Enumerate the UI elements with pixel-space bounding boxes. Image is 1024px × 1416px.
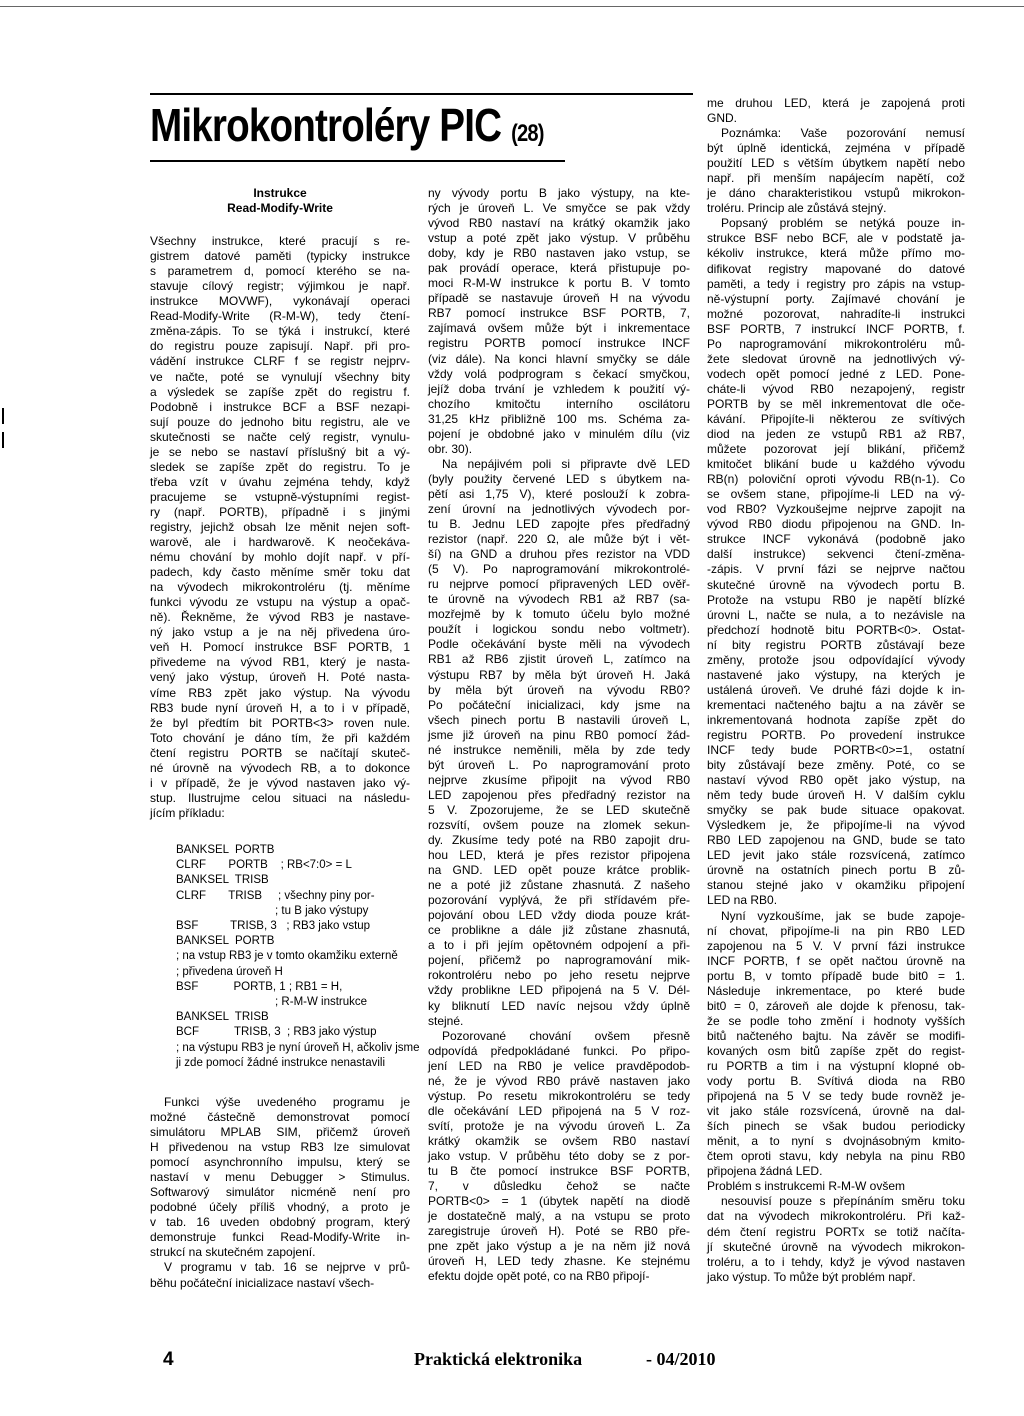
text-line: PORTB by se měl inkrementovat dle oče-: [707, 396, 965, 411]
text-line: Problém s instrukcemi R-M-W ovšem: [707, 1179, 906, 1194]
text-line: kávání. Připojíte-li některou ze svítivých: [707, 411, 965, 426]
text-line: ší) na GND a druhou přes rezistor na VDD: [428, 547, 690, 562]
section-heading: Instrukce: [253, 186, 307, 200]
text-line: připojená na 5 V se tedy bude rovněž je-: [707, 1089, 965, 1104]
text-line: LED zapojenou přes předřadný rezistor na: [428, 787, 690, 802]
text-line: by měla být úroveň na vývodu RB0?: [428, 682, 690, 697]
magazine-name: Praktická elektronika: [414, 1349, 583, 1369]
text-line: inkrementovaná hodnota zapíše zpět do: [707, 712, 965, 727]
text-line: LED jevit jako stále rozsvícená, zatímco: [707, 848, 965, 863]
text-line: bit0 = 0, zároveň ale dojde k přenosu, tak-: [707, 998, 965, 1013]
text-line: zaregistruje úroveň H). Poté se RB0 pře-: [428, 1224, 690, 1239]
text-line: stup. Ilustrujme celou situaci na následu-: [150, 790, 410, 805]
text-line: mozřejmě by k tomuto účelu bylo možné: [428, 607, 690, 622]
text-line: je se nebo se nastaví příslušný bit a vý-: [150, 444, 410, 459]
text-line: ní bity registru PORTB zůstávají beze: [707, 637, 965, 652]
text-line: instrukce MOVWF), vykonávají operaci: [150, 294, 410, 309]
text-line: Read-Modify-Write (R-M-W), tedy čtení-: [150, 309, 410, 324]
text-line: třeba vzít v úvahu zejména tehdy, když: [150, 474, 410, 489]
title-number: (28): [511, 120, 544, 147]
page-number: 4: [163, 1349, 174, 1370]
text-line: veň H. Pomocí instrukce BSF PORTB, 1: [150, 640, 410, 655]
text-line: pomocí asynchronního impulsu, který se: [150, 1155, 410, 1170]
text-line: H přivedenou na vstup RB3 lze simulovat: [150, 1140, 410, 1155]
text-line: stavuje cílový registr; výjimkou je např.: [150, 279, 410, 294]
text-line: efektu dojde opět poté, co na RB0 připojí-: [428, 1269, 650, 1284]
text-line: kovaných osm bitů zapíše zpět do regist-: [707, 1043, 965, 1058]
text-line: zajímavá ovšem může být i inkrementace: [428, 321, 690, 336]
text-line: Všechny instrukce, které pracují s re-: [150, 234, 410, 249]
column-3: [707, 96, 965, 1285]
text-line: další instrukce) sekvenci čtení-změna-: [707, 547, 965, 562]
text-line: BANKSEL PORTB: [176, 935, 275, 948]
text-line: jako výstup. To může být problém např.: [707, 1269, 916, 1284]
text-line: ; na vstup RB3 je v tomto okamžiku externě: [176, 950, 398, 963]
text-line: s parametrem d, pomocí kterého se na-: [150, 264, 410, 279]
text-line: a to i při jejím opětovném odpojení a při-: [428, 938, 690, 953]
text-line: jako vstup. V průběhu této doby se z por-: [428, 1149, 690, 1163]
text-line: ve načte, poté se vynulují všechny bity: [150, 369, 410, 384]
text-line: se ovšem stane, připojíme-li LED na vý-: [707, 487, 965, 502]
text-line: BCF TRISB, 3 ; RB3 jako výstup: [176, 1026, 377, 1039]
paragraph: [150, 1095, 410, 1291]
text-line: nému chování by mohlo dojít např. v pří-: [150, 550, 410, 565]
text-line: CLRF PORTB ; RB<7:0> = L: [176, 859, 352, 872]
text-line: pracujeme se vstupně-výstupními regist-: [150, 489, 410, 504]
text-line: doby, kdy je RB0 nastaven jako vstup, se: [428, 246, 690, 261]
text-line: warově, ale i hardwarově. K neočekáva-: [150, 535, 410, 550]
text-line: registru PORTB. Po provedení instrukce: [707, 727, 965, 742]
text-line: pětí asi 1,75 V), které poslouží k zobra-: [428, 486, 690, 501]
text-line: dat na vývodech mikrokontroléru. Při kaž-: [707, 1209, 965, 1224]
text-line: pne zpět jako výstup a je na něm již nová: [428, 1239, 690, 1254]
text-line: úroveň H, LED tedy zhasne. Ke stejnému: [428, 1254, 690, 1269]
top-border-line: [0, 6, 1024, 7]
text-line: dy. Zkusíme tedy poté na RB0 zapojit dru-: [428, 833, 690, 848]
text-line: troléru, a to i tehdy, když je vývod nastaven: [707, 1254, 965, 1269]
text-line: ších pinech se však budou periodicky: [707, 1119, 965, 1134]
text-line: GND.: [707, 111, 737, 126]
text-line: výstupu RB7 by měla být úroveň H. Jaká: [428, 667, 690, 682]
text-line: sují pouze do jednoho bitu registru, ale ve: [150, 414, 410, 429]
text-line: 7, v důsledku čehož se načte: [428, 1179, 690, 1194]
text-line: úrovně na ostatních pinech portu B zů-: [707, 863, 965, 878]
text-line: do registru pouze zapisují. Např. při pro-: [150, 339, 410, 354]
text-line: nastavené jako výstupy, na kterých je: [707, 667, 965, 682]
text-line: strukce INCF vykonává (podobně jako: [707, 532, 965, 547]
text-line: RB1 až RB6 zjistit úroveň L, zatímco na: [428, 652, 690, 667]
text-line: výstup. Po resetu mikrokontroléru se tedy: [428, 1088, 690, 1103]
text-line: ; R-M-W instrukce: [176, 995, 368, 1008]
text-line: smyčky se pak bude situace opakovat.: [707, 803, 965, 818]
text-line: (byly použity červené LED s úbytkem na-: [428, 471, 690, 486]
text-line: krátký okamžik se ovšem RB0 nastaví: [428, 1133, 690, 1148]
text-line: vždy volá podprogram s čekací smyčkou,: [428, 366, 690, 381]
text-line: že byl předtím bit PORTB<3> roven nule.: [150, 715, 410, 730]
text-line: ru PORTB a tim i na výstupní klopné ob-: [707, 1059, 965, 1073]
text-line: čtení registru PORTB se načítají skuteč-: [150, 745, 410, 760]
text-line: krementaci načteného bajtu a na závěr se: [707, 697, 965, 712]
text-line: bity zůstávají beze změny. Poté, co se: [707, 758, 965, 773]
text-line: ; tu B jako výstupy: [176, 904, 369, 917]
page-title: [150, 98, 544, 152]
text-line: Následuje inkrementace, po které bude: [707, 983, 965, 998]
text-line: stanou stejné jako v okamžiku připojení: [707, 878, 965, 893]
text-line: pozorování vyplývá, že při střídavém pře-: [428, 893, 690, 908]
text-line: vývod RB0 nastaví na krátký okamžik jako: [428, 216, 690, 231]
text-line: přivedeme na vývod RB1, který je nasta-: [150, 655, 410, 670]
text-line: LED na RB0.: [707, 893, 778, 908]
text-line: CLRF TRISB ; všechny piny por-: [176, 889, 375, 902]
text-line: zapojenou na 5 V. V první fázi instrukce: [707, 938, 965, 953]
text-line: vod RB0? Vyzkoušejme nejprve zapojit na: [707, 502, 965, 517]
text-line: být úplně identická, zejména v případě: [707, 141, 965, 156]
text-line: skutečnosti se načte celý registr, vynulu-: [150, 429, 410, 444]
text-line: na vývodech mikrokontroléru (tj. měníme: [150, 580, 410, 595]
text-line: dle očekávání LED připojená na 5 V roz-: [428, 1103, 690, 1118]
text-line: žete sledovat úrovně na jednotlivých vý-: [707, 351, 965, 366]
text-line: můžete pozorovat její blikání, přičemž: [707, 442, 965, 457]
text-line: i v případě, že je vývod nastaven jako vý-: [150, 775, 410, 790]
title-main: Mikrokontroléry PIC: [150, 99, 502, 151]
text-line: (viz dále). Na konci hlavní smyčky se dále: [428, 351, 690, 366]
text-line: BSF PORTB, 1 ; RB1 = H,: [176, 980, 343, 993]
text-line: (5 V). Po naprogramování mikrokontrolé-: [428, 562, 690, 577]
text-line: rezistor (např. 220 Ω, ale může být i vět-: [428, 532, 690, 547]
text-line: ní chovat, připojíme-li na pin RB0 LED: [707, 923, 965, 938]
text-line: difikovat registry mapované do datové: [707, 261, 965, 276]
text-line: né instrukce neměnili, měla by zde tedy: [428, 742, 690, 757]
text-line: strukce BSF nebo BCF, ale v podstatě ja-: [707, 231, 965, 246]
text-line: rokontroléru nebo po jeho resetu nejprve: [428, 968, 690, 983]
text-line: rozsvítí, ovšem pouze na zlomek sekun-: [428, 817, 690, 832]
text-line: Funkci výše uvedeného programu je: [164, 1094, 410, 1109]
code-listing: [176, 843, 420, 1071]
text-line: PORTB<0> = 1 (úbytek napětí na diodě: [428, 1194, 690, 1209]
text-line: pojování obou LED vždy dioda pouze krát-: [428, 908, 690, 923]
text-line: INCF PORTB, f se opět načtou úrovně na: [707, 953, 965, 968]
text-line: svítí, protože je na vývodu úroveň L. Za: [428, 1118, 690, 1133]
text-line: ; na výstupu RB3 je nyní úroveň H, ačkoliv jsme: [176, 1041, 420, 1054]
text-line: né úrovně na vývodech RB, a to dokonce: [150, 760, 410, 775]
text-line: nastaví vývod RB0 opět jako výstup, na: [707, 773, 965, 788]
text-line: ky bliknutí LED navíc nejsou vždy úplně: [428, 998, 690, 1013]
text-line: troléru. Princip ale zůstává stejný.: [707, 201, 887, 216]
text-line: vstup a poté zpět jako výstup. V průběhu: [428, 231, 690, 246]
text-line: Výsledkem je, že připojíme-li na vývod: [707, 818, 965, 833]
text-line: připojena žádná LED.: [707, 1164, 823, 1179]
text-line: všech pinech portu B nastavili úroveň L,: [428, 712, 690, 727]
text-line: možné částečně demonstrovat pomocí: [150, 1110, 410, 1125]
text-line: gistrem datové paměti (typicky instrukce: [150, 249, 410, 264]
text-line: odpovídá předpokládané funkci. Po připo-: [428, 1043, 690, 1058]
text-line: ji zde pomocí žádné instrukce nenastavili: [176, 1056, 386, 1069]
text-line: moci R-M-W instrukce k portu B. V tomto: [428, 276, 690, 291]
text-line: registru PORTB pomocí instrukce INCF: [428, 336, 690, 351]
text-line: být úroveň L. Po naprogramování proto: [428, 757, 690, 772]
text-line: pojení je obdobné jako v minulém dílu (viz: [428, 426, 690, 441]
text-line: pak provádí operace, která přistupuje po-: [428, 261, 690, 276]
text-line: např. při menším napájecím napětí, což: [707, 171, 965, 186]
text-line: změna-zápis. To se týká i instrukcí, které: [150, 324, 410, 339]
text-line: funkci vývodu ze vstupu na výstup a opač-: [150, 595, 410, 610]
text-line: BANKSEL PORTB: [176, 843, 275, 856]
text-line: změny, protože jsou odpovídající vývody: [707, 652, 965, 667]
text-line: kékoliv instrukce, která může přímo mo-: [707, 246, 965, 261]
text-line: něm tedy bude úroveň H. V dalším cyklu: [707, 788, 965, 803]
margin-mark: [2, 408, 4, 424]
text-line: ry (např. PORTB), případně i s jinými: [150, 504, 410, 519]
paragraph: [428, 186, 690, 1284]
text-line: Po počáteční inicializaci, kdy jsme na: [428, 697, 690, 712]
text-line: Softwarový simulátor nicméně není pro: [150, 1185, 410, 1200]
text-line: vodech opět pomocí jedné z LED. Pone-: [707, 366, 965, 381]
text-line: ; přivedena úroveň H: [176, 965, 283, 978]
text-line: že se podle toho změní i hodnoty vyšších: [707, 1013, 965, 1028]
text-line: jejíž doba trvání je vzhledem k použití vý-: [428, 381, 690, 396]
paragraph: [150, 234, 410, 821]
text-line: obr. 30).: [428, 441, 473, 456]
text-line: chozího kmitočtu interního oscilátoru: [428, 396, 690, 411]
text-line: případě se nastavuje úroveň H na vývodu: [428, 291, 690, 306]
text-line: RB(n) poloviční oproti vývodu RB(n-1). Co: [707, 472, 965, 487]
text-line: je dáno charakteristikou vstupů mikrokon-: [707, 186, 965, 201]
text-line: me druhou LED, která je zapojená proti: [707, 96, 965, 110]
text-line: bitů načteného bajtu. Na závěr se modifi-: [707, 1028, 965, 1043]
text-line: INCF tedy bude PORTB<0>=1, ostatní: [707, 743, 965, 758]
text-line: předchozí hodnotě bitu PORTB<0>. Ostat-: [707, 622, 965, 637]
text-line: né, že je vývod RB0 právě nastaven jako: [428, 1073, 690, 1088]
text-line: možné pozorovat, nahradíte-li instrukci: [707, 306, 965, 321]
text-line: sledek se zapíše zpět do registru. To je: [150, 459, 410, 474]
text-line: ne a poté již zůstane zhasnutá. Z našeho: [428, 878, 690, 893]
text-line: dém čtení registru PORTx se totiž načíta-: [707, 1224, 965, 1239]
text-line: tu B. Jednu LED zapojte přes předřadný: [428, 517, 690, 532]
text-line: hou LED, která je přes rezistor připojena: [428, 848, 690, 863]
text-line: použití LED s větším úbytkem napětí nebo: [707, 156, 965, 171]
text-line: skutečné úrovně na vývodech portu B.: [707, 577, 965, 592]
text-line: portu B, v tomto případě bude bit0 = 1.: [707, 968, 965, 983]
text-line: te úrovně na vývodech RB1 až RB7 (sa-: [428, 592, 690, 607]
text-line: vždy problikne LED připojená na 5 V. Dél-: [428, 983, 690, 998]
text-line: Poznámka: Vaše pozorování nemusí: [721, 126, 965, 141]
text-line: kmitočet blikání bude u každého vývodu: [707, 457, 965, 472]
text-line: vody portu B. Svítivá dioda na RB0: [707, 1074, 965, 1089]
text-line: BSF PORTB, 7 instrukcí INCF PORTB, f.: [707, 321, 965, 336]
text-line: stejné.: [428, 1013, 464, 1028]
text-line: diod na jeden ze vstupů RB1 až RB7,: [707, 427, 965, 442]
text-line: cháte-li vývod RB0 nezapojený, registr: [707, 381, 965, 396]
text-line: nesouvisí pouze s přepínáním směru toku: [721, 1194, 965, 1209]
text-line: padech, kdy často měníme směr toku dat: [150, 565, 410, 580]
text-line: jsme již úroveň na pinu RB0 pomocí žád-: [428, 727, 690, 742]
text-line: Pozorované chování ovšem přesně: [442, 1028, 690, 1043]
text-line: Po naprogramování mikrokontroléru mů-: [707, 336, 965, 351]
text-line: Na nepájivém poli si připravte dvě LED: [442, 456, 690, 471]
section-heading: Read-Modify-Write: [227, 201, 333, 216]
text-line: nastaví v menu Debugger > Stimulus.: [150, 1170, 410, 1185]
text-line: ustálená úroveň. Ve druhé fázi dojde k in-: [707, 682, 965, 697]
text-line: a výsledek se zapíše zpět do registru f.: [150, 384, 410, 399]
column-2: [428, 186, 690, 1284]
text-line: ný jako vstup a je na něj přivedena úro-: [150, 625, 410, 640]
text-line: použít i logickou sondu nebo voltmetr).: [428, 622, 690, 637]
text-line: běhu počáteční inicializace nastaví všech-: [150, 1275, 375, 1290]
text-line: BANKSEL TRISB: [176, 874, 269, 887]
text-line: na GND. LED opět pouze krátce problik-: [428, 863, 690, 878]
text-line: ně). Řekněme, že vývod RB3 je nastave-: [150, 610, 410, 625]
text-line: je dostatečně malý, a na vstupu se proto: [428, 1209, 690, 1224]
text-line: V programu v tab. 16 se nejprve v prů-: [164, 1260, 410, 1275]
text-line: RB3 bude nyní úroveň H, a to i v případě,: [150, 700, 410, 715]
paragraph: [707, 96, 965, 1285]
text-line: registry, jejichž obsah lze měnit nejen soft-: [150, 519, 410, 534]
issue-number: - 04/2010: [646, 1349, 716, 1369]
text-line: Toto chování je dáno tím, že při každém: [150, 730, 410, 745]
text-line: 31,25 kHz přibližně 100 ms. Schéma za-: [428, 411, 690, 426]
text-line: rých je úroveň L. Ve smyčce se pak vždy: [428, 201, 690, 216]
text-line: vený jako výstup, úroveň H. Poté nasta-: [150, 670, 410, 685]
text-line: jení LED na RB0 je velice pravděpodob-: [428, 1058, 690, 1073]
text-line: jí skutečné úrovně na vývodech mikrokon-: [707, 1239, 965, 1254]
text-line: tu B čte pomocí instrukce BSF PORTB,: [428, 1164, 690, 1179]
text-line: -zápis. V první fázi se nejprve načtou: [707, 562, 965, 577]
text-line: vádění instrukce CLRF f se registr nejprv-: [150, 354, 410, 369]
text-line: podobné účely příliš vhodný, a proto je: [150, 1200, 410, 1215]
text-line: měnit, a to nyní s dvojnásobným kmito-: [707, 1134, 965, 1149]
text-line: Podobně i instrukce BCF a BSF nezapi-: [150, 399, 410, 414]
text-line: paměti, a tedy i registry pro zápis na vstup-: [707, 276, 965, 291]
text-line: ce problikne a dále již zůstane zhasnutá,: [428, 923, 690, 938]
text-line: demonstruje funkci Read-Modify-Write in-: [150, 1230, 410, 1245]
text-line: čtem oproti stavu, kdy nebyla na pinu RB0: [707, 1149, 965, 1164]
text-line: vývod RB0 diodu připojenou na GND. In-: [707, 517, 965, 532]
text-line: vit jako stále rozsvícená, úrovně na dal-: [707, 1104, 965, 1119]
text-line: BANKSEL TRISB: [176, 1011, 269, 1024]
text-line: víme RB3 zpět jako výstup. Na vývodu: [150, 685, 410, 700]
text-line: zení úrovní na jednotlivých vývodech por-: [428, 501, 690, 516]
text-line: ru nejprve pomocí připravených LED ověř-: [428, 577, 690, 592]
text-line: Podle očekávání byste měli na vývodech: [428, 637, 690, 652]
text-line: nejprve zkusíme připojit na vývod RB0: [428, 772, 690, 787]
text-line: v tab. 16 uveden obdobný program, který: [150, 1215, 410, 1230]
text-line: 5 V. Zpozorujeme, že se LED skutečně: [428, 802, 690, 817]
text-line: Nyní vyzkoušíme, jak se bude zapoje-: [721, 908, 965, 923]
title-bottom-rule: [150, 160, 565, 162]
text-line: BSF TRISB, 3 ; RB3 jako vstup: [176, 919, 371, 932]
text-line: RB7 pomocí instrukce BSF PORTB, 7,: [428, 306, 690, 321]
text-line: strukcí na skutečném zapojení.: [150, 1245, 316, 1260]
text-line: pojení, přičemž po naprogramování mik-: [428, 953, 690, 968]
text-line: jícím příkladu:: [150, 805, 225, 820]
column-1: [150, 186, 420, 1291]
text-line: simulátoru MPLAB SIM, přičemž úroveň: [150, 1125, 410, 1140]
text-line: Popsaný problém se netýká pouze in-: [721, 216, 965, 231]
text-line: Protože na vstupu RB0 je napětí blízké: [707, 592, 965, 607]
text-line: RB0 LED zapojenou na GND, bude se tato: [707, 833, 965, 848]
text-line: ny vývody portu B jako výstupy, na kte-: [428, 186, 690, 200]
margin-mark: [2, 432, 4, 448]
text-line: ně-výstupní porty. Zajímavé chování je: [707, 291, 965, 306]
title-top-rule: [150, 93, 693, 95]
text-line: úrovni L, načte se nula, a to nezávisle na: [707, 607, 965, 622]
